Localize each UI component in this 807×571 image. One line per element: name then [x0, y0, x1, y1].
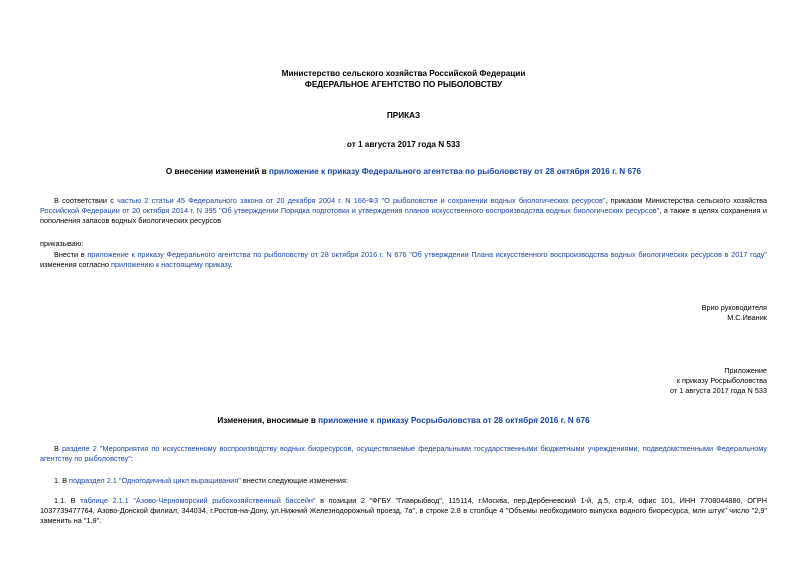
changes-paragraph-3	[40, 496, 767, 526]
p3-link-table[interactable]: таблице 2.1.1 "Азово-Черноморский рыбохозяйственный бассейн"	[80, 496, 316, 505]
title-prefix: О внесении изменений в	[165, 167, 269, 176]
order-text-3: .	[230, 260, 233, 269]
signatory-name: М.С.Иваник	[727, 313, 767, 322]
p3-text-2: в позиции 2 "ФГБУ "Главрыбвод", 115114, г.Москва, пер.Дербеневский 1-й, д.5, стр.4, офис 101, ИНН 7708044880, ОГРН 1037739477764, Азово-Донской филиал, 344034, г.Ростов-на-Дону, ул.Нижний Железнодорожный проезд, 7а", в строке 2.8 в столбце 4 "Объемы необходимого выпуска водного биоресурса, млн штук" число "2,9" заменить на "1,9".	[40, 496, 767, 525]
preamble-paragraph	[40, 196, 767, 226]
signatory-position: Врио руководителя	[701, 303, 767, 312]
p1-link-section[interactable]: разделе 2 "Мероприятия по искусственному воспроизводству водных биоресурсов, осуществляемые федеральными государственными бюджетными учреждениями, подведомственными Федеральному агентству по рыболовству"	[40, 444, 767, 463]
order-link-annex[interactable]: приложению к настоящему приказу	[111, 260, 231, 269]
order-text-2: изменения согласно	[40, 260, 112, 269]
order-paragraph	[40, 250, 767, 270]
agency-name: ФЕДЕРАЛЬНОЕ АГЕНТСТВО ПО РЫБОЛОВСТВУ	[304, 80, 503, 89]
changes-paragraph-1	[40, 444, 767, 464]
changes-paragraph-2	[40, 476, 767, 486]
preamble-text-2: , приказом Министерства сельского хозяйства	[605, 196, 768, 205]
ministry-name: Министерство сельского хозяйства Российской Федерации	[281, 69, 526, 78]
document-date: от 1 августа 2017 года N 533	[346, 140, 461, 149]
p1-text-2: :	[130, 454, 133, 463]
order-link-appendix[interactable]: приложение к приказу Федерального агентства по рыболовству от 28 октября 2016 г. N 676 "Об утверждении Плана искусственного воспроизводства водных биологических ресурсов в 2017 году"	[87, 250, 767, 259]
title-link[interactable]: приложение к приказу Федерального агентства по рыболовству от 28 октября 2016 г. N 676	[268, 167, 642, 176]
order-word: приказываю:	[40, 239, 84, 248]
p3-text-1: 1.1. В	[54, 496, 81, 505]
appendix-label: Приложение	[724, 366, 767, 375]
preamble-text-3: , а также в целях сохранения и пополнения запасов водных биологических ресурсов	[40, 206, 767, 225]
p2-text-2: внести следующие изменения:	[240, 476, 348, 485]
p2-text-1: 1. В	[54, 476, 70, 485]
changes-title-prefix: Изменения, вносимые в	[217, 416, 319, 425]
changes-title-link[interactable]: приложение к приказу Росрыболовства от 28 октября 2016 г. N 676	[318, 416, 590, 425]
document-type: ПРИКАЗ	[386, 111, 421, 120]
changes-title	[40, 415, 767, 426]
order-text-1: Внести в	[54, 250, 88, 259]
preamble-link-law[interactable]: частью 2 статьи 45 Федерального закона от 20 декабря 2004 г. N 166-ФЗ "О рыболовстве и сохранении водных биологических ресурсов"	[117, 196, 606, 205]
appendix-date: от 1 августа 2017 года N 533	[670, 386, 767, 395]
p2-link-subsection[interactable]: подраздел 2.1 "Одногодичный цикл выращивания"	[69, 476, 241, 485]
appendix-to-order: к приказу Росрыболовства	[676, 376, 767, 385]
document-title	[40, 166, 767, 177]
p1-text-1: В	[54, 444, 62, 453]
preamble-text-1: В соответствии с	[54, 196, 118, 205]
preamble-link-order[interactable]: Российской Федерации от 20 октября 2014 г. N 395 "Об утверждении Порядка подготовки и утверждения планов искусственного воспроизводства водных биологических ресурсов"	[40, 206, 660, 215]
